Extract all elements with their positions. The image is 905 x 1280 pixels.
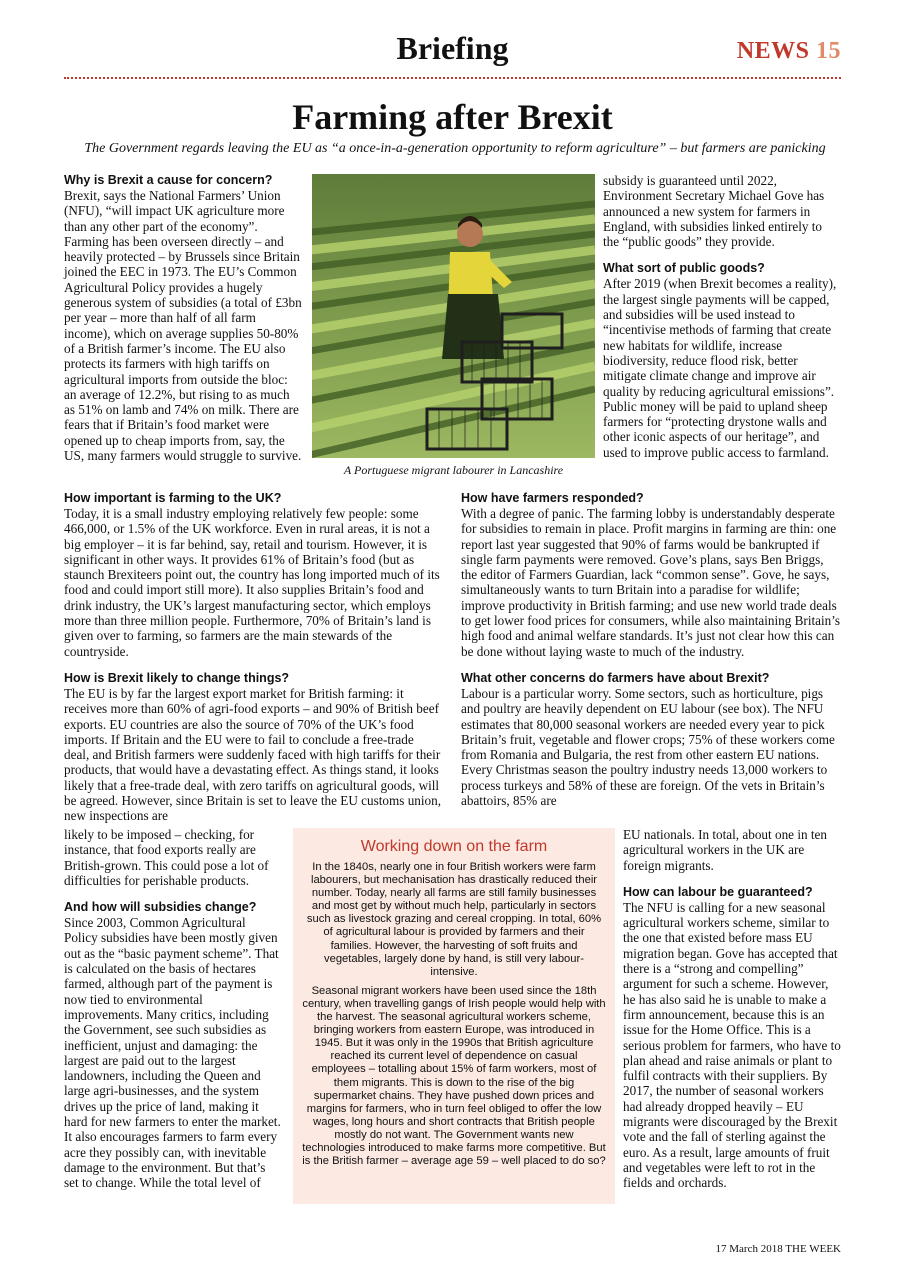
- question-heading: How important is farming to the UK?: [64, 491, 282, 505]
- column-right-narrow: [623, 827, 841, 1203]
- sidebar-box: [293, 828, 615, 1204]
- news-page-label: [737, 38, 841, 65]
- answer-text: The NFU is calling for a new seasonal agricultural workers scheme, similar to the one that existed before mass EU migration began. Gove has accepted that there is a “strong and compelling” argument for such a scheme. However, he has also said he is unable to make a firm announcement, because this is an issue for the Home Office. This is a serious problem for farmers, who have to plan ahead and raise animals or plant to fulfil contracts with their suppliers. By 2017, the number of seasonal workers had already dropped heavily – EU migrants were discouraged by the Brexit vote and the fall of sterling against the euro. As a result, large amounts of fruit and vegetables were left to rot in the fields and orchards.: [623, 899, 841, 1191]
- article-title: Farming after Brexit: [292, 97, 613, 137]
- answer-text: With a degree of panic. The farming lobby is understandably desperate for subsidies to remain in place. Profit margins in farming are thin: one report last year suggested that 90% of farms would be bankrupted if single farm payments were removed. Gove’s plans, says Ben Briggs, the editor of Farmers Guardian, lack “common sense”. Gove, he says, simultaneously wants to turn Britain into a paradise for wildlife; improve productivity in British farming; and use new world trade deals to get lower food prices for consumers, while also maintaining Britain’s high food and animal welfare standards. It’s just not clear how this can be done without laying waste to much of the industry.: [461, 506, 841, 659]
- question-heading: Why is Brexit a cause for concern?: [64, 173, 273, 187]
- column-left-wide: [64, 491, 442, 824]
- publication-name: THE WEEK: [785, 1243, 841, 1255]
- continued-text: subsidy is guaranteed until 2022, Environment Secretary Michael Gove has announced a new system for farmers in England, with subsidies linked entirely to the “public goods” they provide.: [603, 173, 825, 250]
- column-1-top: [64, 173, 302, 475]
- answer-text: Brexit, says the National Farmers’ Union (NFU), “will impact UK agriculture more than any other part of the economy”. Farming has been overseen directly – and heavily protected – by Brussels since Britain joined the EEC in 1973. The EU’s Common Agricultural Policy provides a hugely generous system of subsidies (a total of £3bn per year – more than half of all farm income), which on average supplies 50-80% of a British farmer’s income. The EU also protects its farmers with high tariffs on agricultural imports from outside the bloc: an average of 12.2%, but rising to as much as 51% on lamb and 74% on milk. There are fears that if Britain’s food market were opened up to cheap imports from, say, the US, many farmers would struggle to survive.: [64, 188, 302, 464]
- answer-text: After 2019 (when Brexit becomes a reality), the largest single payments will be capped, and subsidies will be used instead to “incentivise methods of farming that create new habitats for wildlife, increase biodiversity, reduce flood risk, better mitigate climate change and improve air quality by reducing agricultural emissions”. Public money will be paid to upland sheep farmers for “protecting drystone walls and other iconic aspects of our heritage”, and used to improve public access to farmland.: [603, 276, 837, 460]
- question-heading: And how will subsidies change?: [64, 900, 257, 915]
- box-paragraph: In the 1840s, nearly one in four British workers were farm labourers, but mechanisation has drastically reduced their number. Today, nearly all farms are still family businesses and most get by without much help, particularly in sectors such as livestock grazing and cereal cropping. In total, 60% of agricultural labour is provided by farmers and their families. However, the harvesting of soft fruits and vegetables, largely done by hand, is still very labour-intensive.: [306, 861, 602, 978]
- box-paragraph: Seasonal migrant workers have been used since the 18th century, when travelling gangs of Irish people would help with the harvest. The seasonal agricultural workers scheme, bringing workers from eastern Europe, was introduced in 1945. But it was only in the 1990s that British agriculture reached its current level of dependence on casual employees – totalling about 15% of farm workers, most of them migrants. This is down to the rise of the big supermarket chains. They have pushed down prices and margins for farmers, who in turn feel obliged to offer the low wages, long hours and short contracts that British people mostly do not want. The Government wants new technologies introduced to make farms more competitive. But is the British farmer – average age 59 – well placed to do so?: [302, 984, 606, 1168]
- section-title: Briefing: [396, 30, 509, 66]
- column-3-top: [603, 173, 841, 472]
- question-heading: How have farmers responded?: [461, 491, 644, 505]
- header-rule: [64, 77, 841, 79]
- lettuce-field-image: [312, 174, 595, 458]
- news-label: NEWS: [736, 38, 810, 64]
- answer-text: The EU is by far the largest export market for British farming: it receives more than 60% of agri-food exports – and 90% of British beef exports. EU countries are also the source of 70% of the UK’s food imports. If Britain and the EU were to fail to conclude a free-trade deal, and British farmers were suddenly faced with high tariffs for their products, that would have a devastating effect. As things stand, it looks likely that a free-trade deal, with zero tariffs on agricultural goods, will be agreed. However, since Britain is set to leave the EU customs union, new inspections are: [64, 685, 442, 824]
- question-heading: What other concerns do farmers have about Brexit?: [461, 670, 770, 685]
- farm-worker-photo: [312, 174, 595, 458]
- box-title: Working down on the farm: [360, 838, 548, 855]
- question-heading: How is Brexit likely to change things?: [64, 670, 290, 685]
- column-left-narrow: [64, 827, 282, 1203]
- answer-text: Labour is a particular worry. Some sectors, such as horticulture, pigs and poultry are heavily dependent on EU labour (see box). The NFU estimates that 80,000 seasonal workers are needed every year to pick Britain’s fruit, vegetable and flower crops; 75% of these workers come from Romania and Bulgaria, the rest from other eastern EU nations. Every Christmas season the poultry industry needs 13,000 workers to process turkeys and 58% of these are foreign. Of the vets in Britain’s abattoirs, 85% are: [461, 685, 835, 809]
- photo-caption: A Portuguese migrant labourer in Lancashire: [343, 463, 564, 477]
- answer-text: likely to be imposed – checking, for instance, that food exports really are British-grown. This could pose a lot of difficulties for perishable products.: [64, 827, 269, 888]
- question-heading: What sort of public goods?: [603, 261, 765, 276]
- standfirst: The Government regards leaving the EU as “a once-in-a-generation opportunity to reform agriculture” – but farmers are panicking: [84, 141, 826, 156]
- issue-date: 17 March 2018: [715, 1243, 783, 1255]
- column-right-wide: [461, 491, 841, 808]
- question-heading: How can labour be guaranteed?: [623, 884, 813, 899]
- footer: [716, 1243, 841, 1255]
- page-number: 15: [816, 38, 841, 64]
- answer-text: Today, it is a small industry employing relatively few people: some 466,000, or 1.5% of the UK workforce. Even in rural areas, it is not a big employer – it is far behind, say, retail and tourism. However, it is significant in other ways. It provides 61% of Britain’s food (but as staunch Brexiteers point out, the country has long imported much of its food and could import still more). It also supplies Britain’s food and drink industry, the UK’s largest manufacturing sector, which employs more than three million people. Furthermore, 70% of Britain’s land is given over to farming, so farmers are the main stewards of the countryside.: [64, 506, 440, 659]
- answer-text: EU nationals. In total, about one in ten agricultural workers in the UK are foreign migrants.: [623, 827, 827, 873]
- answer-text: Since 2003, Common Agricultural Policy subsidies have been mostly given out as the “basic payment scheme”. That is calculated on the basis of hectares farmed, although part of the payment is now tied to environmental improvements. Many critics, including the Government, see such subsidies as inefficient, unjust and damaging: the largest are paid out to the largest landowners, including the Queen and large agri-businesses, and the system drives up the price of land, making it hard for new farmers to enter the market. It also encourages farmers to farm every acre they possibly can, with inevitable damage to the environment. But that’s set to change. While the total level of: [64, 915, 281, 1191]
